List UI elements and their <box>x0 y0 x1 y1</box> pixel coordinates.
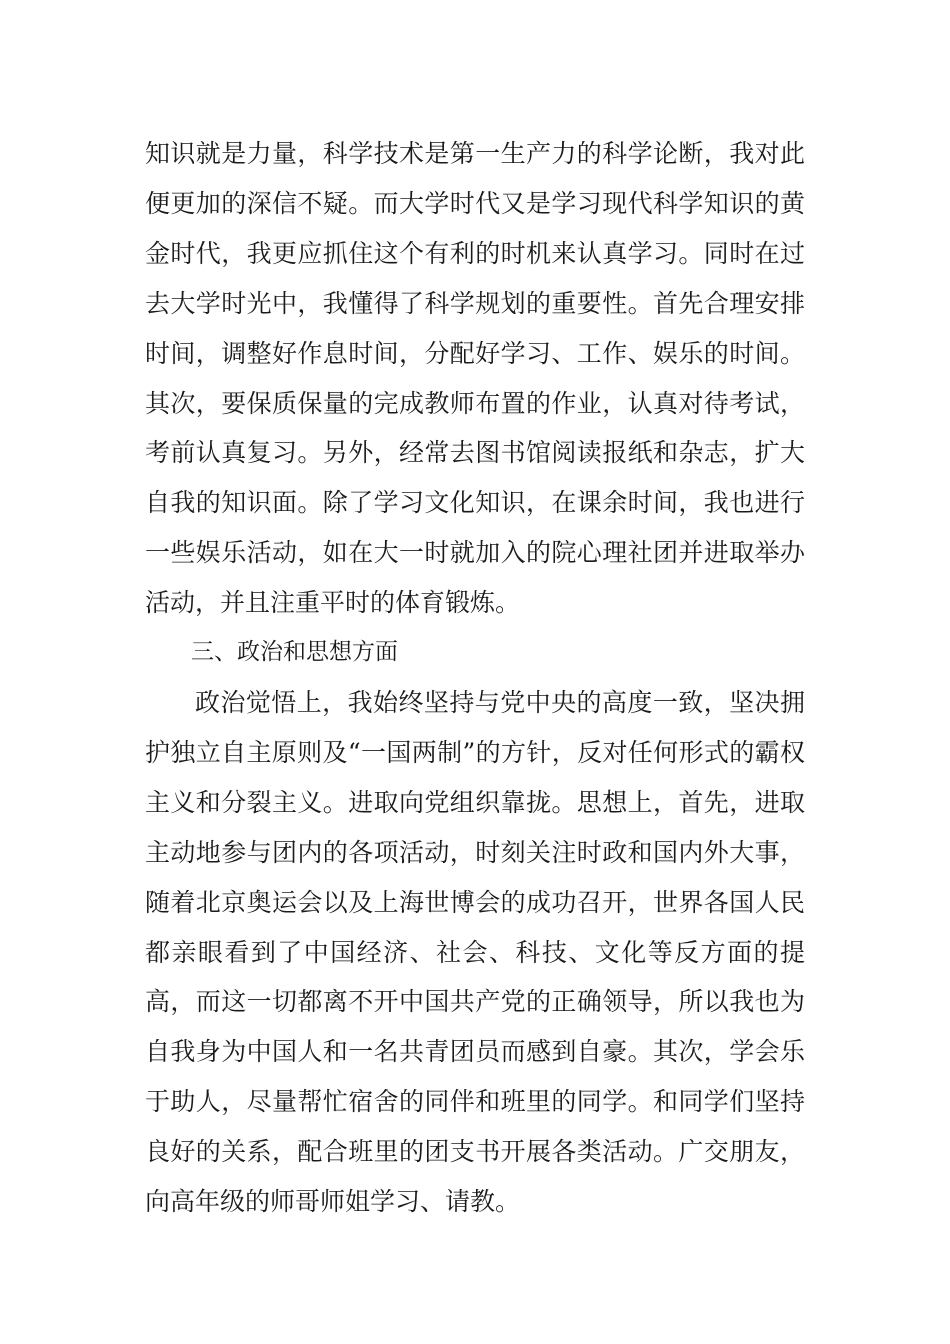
section-heading-politics: 三、政治和思想方面 <box>191 639 398 666</box>
paragraph-study: 知识就是力量，科学技术是第一生产力的科学论断，我对此便更加的深信不疑。而大学时代又是学习现代科学知识的黄金时代，我更应抓住这个有利的时机来认真学习。同时在过去大学时光中，我懂得了科学规划的重要性。首先合理安排时间，调整好作息时间，分配好学习、工作、娱乐的时间。其次，要保质保量的完成教师布置的作业，认真对待考试，考前认真复习。另外，经常去图书馆阅读报纸和杂志，扩大自我的知识面。除了学习文化知识，在课余时间，我也进行一些娱乐活动，如在大一时就加入的院心理社团并进取举办活动，并且注重平时的体育锻炼。 <box>145 139 805 618</box>
paragraph-politics: 政治觉悟上，我始终坚持与党中央的高度一致，坚决拥护独立自主原则及“一国两制”的方针，反对任何形式的霸权主义和分裂主义。进取向党组织靠拢。思想上，首先，进取主动地参与团内的各项活动，时刻关注时政和国内外大事，随着北京奥运会以及上海世博会的成功召开，世界各国人民都亲眼看到了中国经济、社会、科技、文化等反方面的提高，而这一切都离不开中国共产党的正确领导，所以我也为自我身为中国人和一名共青团员而感到自豪。其次，学会乐于助人，尽量帮忙宿舍的同伴和班里的同学。和同学们坚持良好的关系，配合班里的团支书开展各类活动。广交朋友，向高年级的师哥师姐学习、请教。 <box>145 687 805 1217</box>
document-body <box>145 129 805 1227</box>
